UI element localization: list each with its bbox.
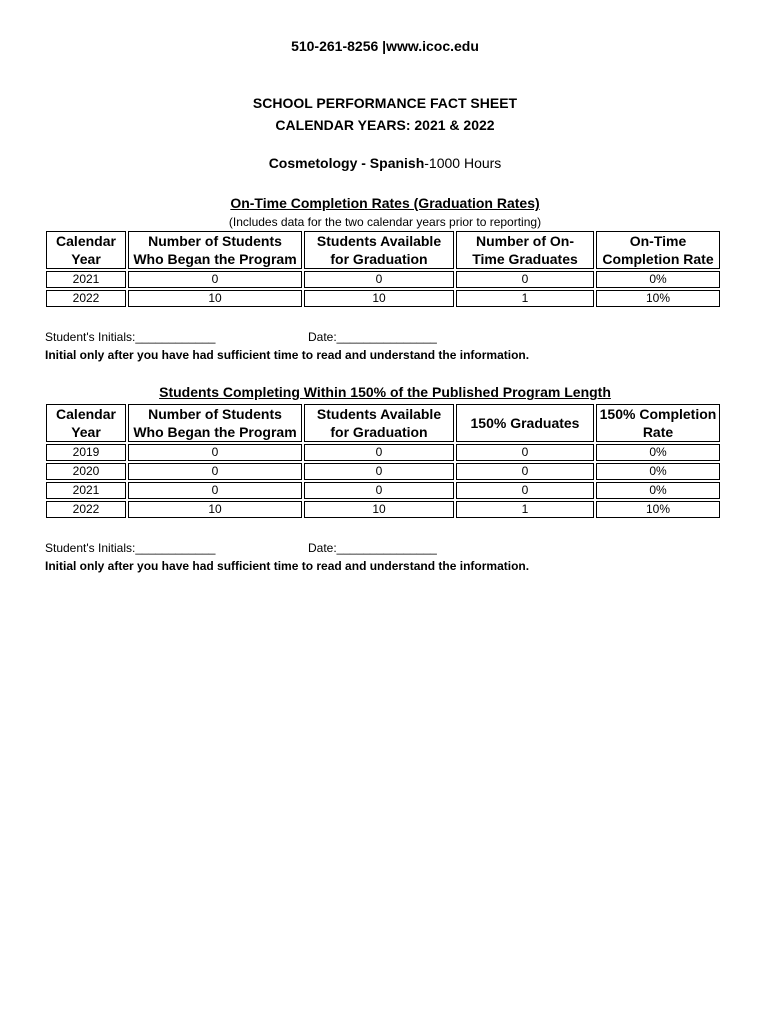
cell-graduates: 0 xyxy=(456,482,594,499)
col-header-rate: 150% Completion Rate xyxy=(596,404,720,442)
col-header-rate: On-Time Completion Rate xyxy=(596,231,720,269)
table-header-row xyxy=(46,231,720,269)
cell-began: 0 xyxy=(128,271,302,288)
cell-available: 0 xyxy=(304,482,454,499)
table-row xyxy=(46,463,720,480)
col-header-began: Number of Students Who Began the Program xyxy=(128,404,302,442)
cell-available: 0 xyxy=(304,444,454,461)
table-row xyxy=(46,501,720,518)
table-row xyxy=(46,482,720,499)
student-initials-field[interactable]: Student's Initials:____________ xyxy=(45,541,216,555)
on-time-completion-table xyxy=(44,229,722,309)
cell-rate: 10% xyxy=(596,501,720,518)
cell-available: 0 xyxy=(304,271,454,288)
col-header-graduates: 150% Graduates xyxy=(456,404,594,442)
cell-year: 2019 xyxy=(46,444,126,461)
contact-line: 510-261-8256 |www.icoc.edu xyxy=(291,38,479,54)
date-field[interactable]: Date:_______________ xyxy=(308,541,437,555)
cell-available: 10 xyxy=(304,290,454,307)
document-title: SCHOOL PERFORMANCE FACT SHEET xyxy=(252,95,518,111)
cell-began: 10 xyxy=(128,501,302,518)
cell-began: 0 xyxy=(128,463,302,480)
cell-year: 2022 xyxy=(46,290,126,307)
cell-rate: 0% xyxy=(596,482,720,499)
program-name xyxy=(0,155,770,171)
completion-150-table xyxy=(44,402,722,520)
table-row xyxy=(46,271,720,288)
cell-rate: 0% xyxy=(596,271,720,288)
cell-began: 0 xyxy=(128,444,302,461)
cell-began: 0 xyxy=(128,482,302,499)
table-row xyxy=(46,290,720,307)
calendar-years-title: CALENDAR YEARS: 2021 & 2022 xyxy=(275,117,495,133)
col-header-graduates: Number of On- Time Graduates xyxy=(456,231,594,269)
cell-graduates: 1 xyxy=(456,501,594,518)
table-row xyxy=(46,444,720,461)
col-header-year: Calendar Year xyxy=(46,404,126,442)
cell-rate: 0% xyxy=(596,444,720,461)
cell-graduates: 0 xyxy=(456,444,594,461)
cell-available: 10 xyxy=(304,501,454,518)
section2-title: Students Completing Within 150% of the Published Program Length xyxy=(159,384,611,400)
initial-instruction: Initial only after you have had sufficient time to read and understand the information. xyxy=(45,348,530,362)
initial-instruction: Initial only after you have had sufficient time to read and understand the information. xyxy=(45,559,530,573)
cell-year: 2021 xyxy=(46,482,126,499)
cell-graduates: 1 xyxy=(456,290,594,307)
col-header-year: Calendar Year xyxy=(46,231,126,269)
program-hours: -1000 Hours xyxy=(424,155,502,171)
col-header-available: Students Available for Graduation xyxy=(304,404,454,442)
col-header-available: Students Available for Graduation xyxy=(304,231,454,269)
student-initials-field[interactable]: Student's Initials:____________ xyxy=(45,330,216,344)
program-name-bold: Cosmetology - Spanish xyxy=(268,155,425,171)
cell-year: 2020 xyxy=(46,463,126,480)
cell-available: 0 xyxy=(304,463,454,480)
cell-graduates: 0 xyxy=(456,463,594,480)
col-header-began: Number of Students Who Began the Program xyxy=(128,231,302,269)
date-field[interactable]: Date:_______________ xyxy=(308,330,437,344)
section1-note: (Includes data for the two calendar years prior to reporting) xyxy=(228,215,542,229)
cell-began: 10 xyxy=(128,290,302,307)
cell-rate: 0% xyxy=(596,463,720,480)
section1-title: On-Time Completion Rates (Graduation Rates) xyxy=(230,195,540,211)
table-header-row xyxy=(46,404,720,442)
cell-year: 2022 xyxy=(46,501,126,518)
cell-rate: 10% xyxy=(596,290,720,307)
cell-graduates: 0 xyxy=(456,271,594,288)
cell-year: 2021 xyxy=(46,271,126,288)
